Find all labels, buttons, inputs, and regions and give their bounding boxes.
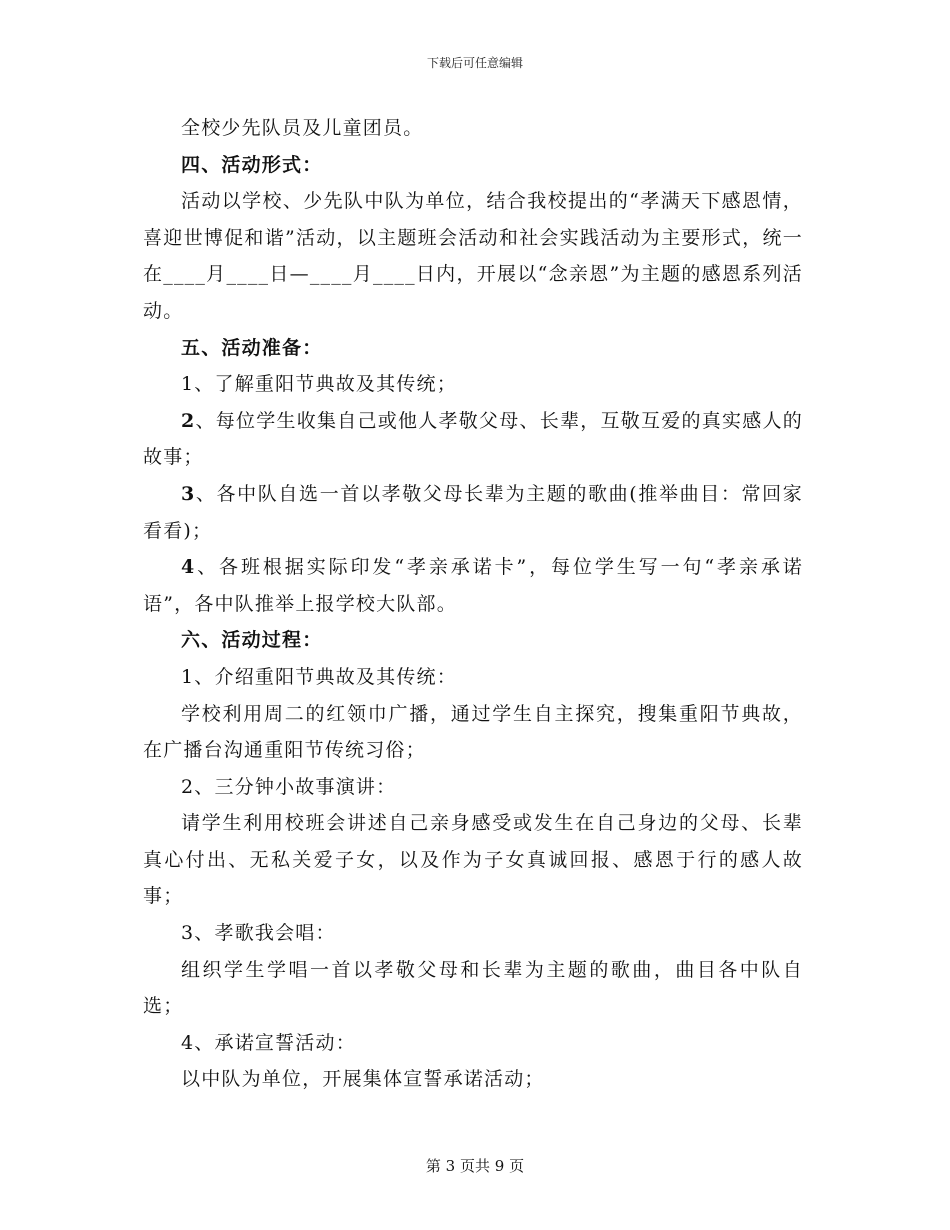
paragraph: 以中队为单位，开展集体宣誓承诺活动； <box>181 1068 545 1091</box>
paragraph <box>143 549 803 622</box>
paragraph: 全校少先队员及儿童团员。 <box>181 117 424 139</box>
paragraph: 1、介绍重阳节典故及其传统： <box>181 665 457 688</box>
paragraph-text: 、各班根据实际印发“孝亲承诺卡”，每位学生写一句“孝亲承诺语”，各中队推举上报学校大队部。 <box>143 556 803 615</box>
item-number: 3 <box>181 482 196 505</box>
paragraph: 请学生利用校班会讲述自己亲身感受或发生在自己身边的父母、长辈真心付出、无私关爱子女，以及作为子女真诚回报、感恩于行的感人故事； <box>143 812 803 908</box>
paragraph-text: 、各中队自选一首以孝敬父母长辈为主题的歌曲(推举曲目：常回家看看)； <box>143 482 803 542</box>
paragraph <box>143 403 803 476</box>
section-heading: 四、活动形式： <box>181 153 323 176</box>
paragraph: 2、三分钟小故事演讲： <box>181 775 397 798</box>
paragraph: 组织学生学唱一首以孝敬父母和长辈为主题的歌曲，曲目各中队自选； <box>143 958 803 1018</box>
page-header: 下载后可任意编辑 <box>426 56 523 70</box>
document-body <box>143 110 803 1098</box>
item-number: 4 <box>181 556 196 579</box>
paragraph-text: 、每位学生收集自己或他人孝敬父母、长辈，互敬互爱的真实感人的故事； <box>143 409 803 469</box>
paragraph <box>143 476 803 549</box>
paragraph: 4、承诺宣誓活动： <box>181 1031 356 1054</box>
page-footer: 第 3 页共 9 页 <box>425 1157 525 1175</box>
item-number: 2 <box>181 409 196 432</box>
paragraph: 学校利用周二的红领巾广播，通过学生自主探究，搜集重阳节典故，在广播台沟通重阳节传统习俗； <box>143 702 803 762</box>
paragraph: 3、孝歌我会唱： <box>181 922 336 945</box>
paragraph: 活动以学校、少先队中队为单位，结合我校提出的“孝满天下感恩情，喜迎世博促和谐”活动，以主题班会活动和社会实践活动为主要形式，统一在____月____日—____月____日内，开展以“念亲恩”为主题的感恩系列活动。 <box>143 190 803 322</box>
section-heading: 六、活动过程： <box>181 629 323 652</box>
section-heading: 五、活动准备： <box>181 336 323 359</box>
paragraph: 1、了解重阳节典故及其传统； <box>181 373 457 396</box>
